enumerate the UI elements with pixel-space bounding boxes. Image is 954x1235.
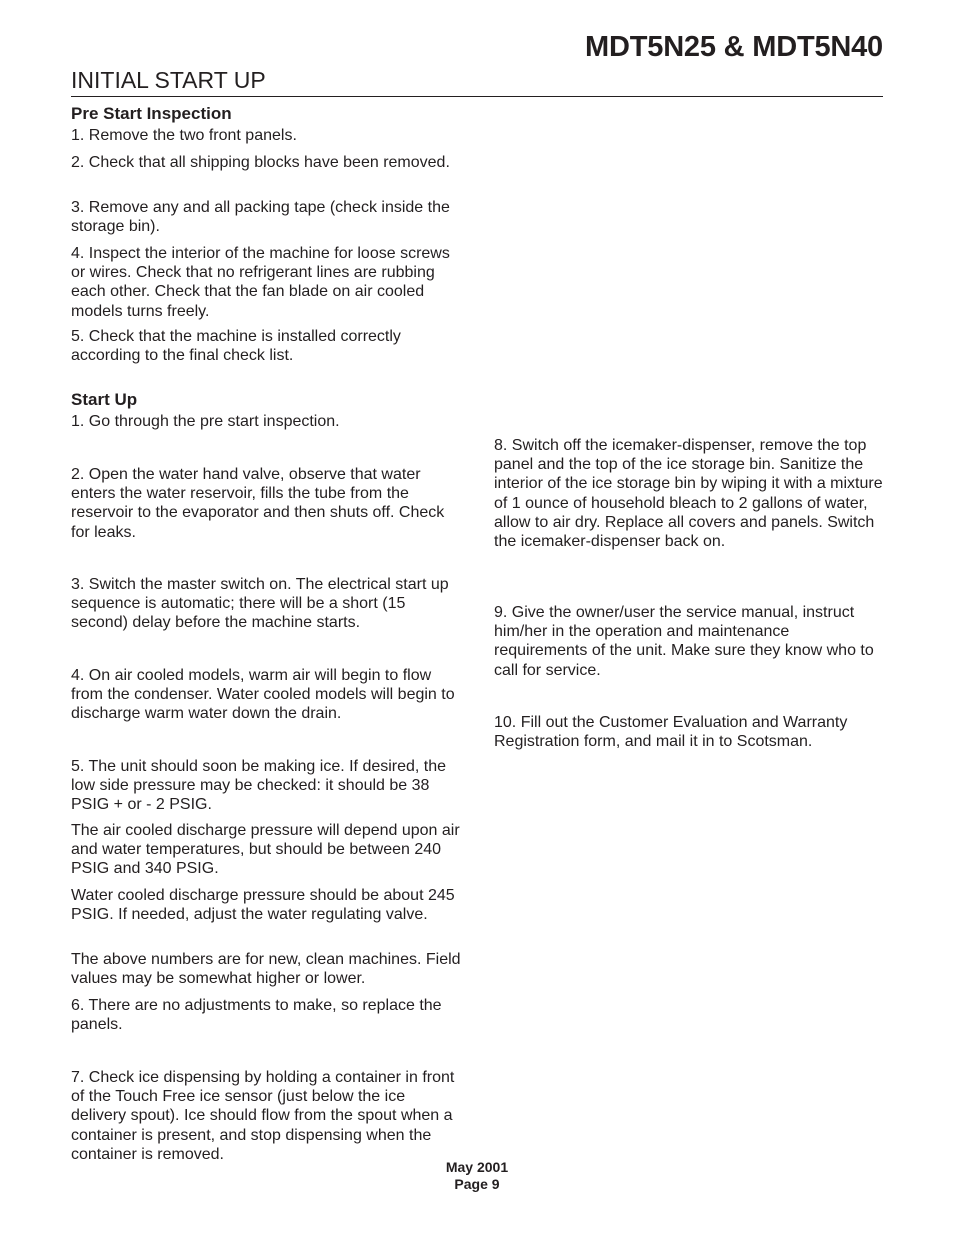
- footer-page-number: Page 9: [454, 1176, 500, 1192]
- header-rule: [71, 96, 883, 97]
- pre-start-step-4: [71, 244, 463, 321]
- step-text: 3. Switch the master switch on. The electrical start up sequence is automatic; there will be a short (15 second) delay before the machine starts.: [71, 576, 449, 632]
- start-up-step-10: [494, 713, 886, 751]
- step-text: 2. Check that all shipping blocks have been removed.: [71, 154, 450, 171]
- step-text: 4. Inspect the interior of the machine for loose screws or wires. Check that no refrigerant lines are rubbing each other. Check that the fan blade on air cooled models turns freely.: [71, 245, 450, 320]
- document-title: MDT5N25 & MDT5N40: [585, 31, 883, 63]
- section-title: INITIAL START UP: [71, 67, 266, 93]
- step-text: 8. Switch off the icemaker-dispenser, remove the top panel and the top of the ice storage bin. Sanitize the interior of the ice storage bin by wiping it with a mixture of 1 ounce of household bleach to 2 gallons of water, allow to air dry. Replace all covers and panels. Switch the icemaker-dispenser back on.: [494, 437, 883, 551]
- pre-start-step-5: [71, 327, 463, 365]
- start-up-heading: Start Up: [71, 390, 138, 409]
- start-up-step-2: [71, 465, 463, 542]
- pre-start-step-1: [71, 126, 463, 145]
- start-up-step-9: [494, 603, 886, 680]
- pre-start-section: [71, 104, 463, 124]
- step-text: 1. Remove the two front panels.: [71, 127, 297, 144]
- footer-date: May 2001: [445, 1159, 509, 1175]
- start-up-note-air: [71, 821, 463, 879]
- start-up-step-7: [71, 1068, 463, 1164]
- step-text: 10. Fill out the Customer Evaluation and Warranty Registration form, and mail it in to Scotsman.: [494, 714, 848, 751]
- start-up-step-5: [71, 757, 463, 815]
- pre-start-step-3: [71, 198, 463, 236]
- step-text: 6. There are no adjustments to make, so replace the panels.: [71, 997, 442, 1034]
- start-up-step-1: [71, 412, 463, 431]
- step-text: Water cooled discharge pressure should be about 245 PSIG. If needed, adjust the water regulating valve.: [71, 887, 455, 924]
- step-text: 5. The unit should soon be making ice. If desired, the low side pressure may be checked: it should be 38 PSIG + or - 2 PSIG.: [71, 758, 447, 814]
- step-text: 5. Check that the machine is installed correctly according to the final check list.: [71, 328, 401, 365]
- start-up-step-8: [494, 436, 886, 551]
- start-up-step-3: [71, 575, 463, 633]
- step-text: 4. On air cooled models, warm air will begin to flow from the condenser. Water cooled models will begin to discharge warm water down the drain.: [71, 667, 455, 723]
- step-text: 2. Open the water hand valve, observe that water enters the water reservoir, fills the tube from the reservoir to the evaporator and then shuts off. Check for leaks.: [71, 466, 445, 541]
- step-text: The air cooled discharge pressure will depend upon air and water temperatures, but should be between 240 PSIG and 340 PSIG.: [71, 822, 460, 878]
- step-text: 1. Go through the pre start inspection.: [71, 413, 340, 430]
- step-text: 7. Check ice dispensing by holding a container in front of the Touch Free ice sensor (just below the ice delivery spout). Ice should flow from the spout when a container is present, and stop dispensing when the container is removed.: [71, 1069, 455, 1163]
- step-text: The above numbers are for new, clean machines. Field values may be somewhat higher or lower.: [71, 951, 461, 988]
- start-up-step-6: [71, 996, 463, 1034]
- step-text: 3. Remove any and all packing tape (check inside the storage bin).: [71, 199, 450, 236]
- pre-start-heading: Pre Start Inspection: [71, 104, 232, 123]
- start-up-note-values: [71, 950, 463, 988]
- start-up-note-water: [71, 886, 463, 924]
- pre-start-step-2: [71, 153, 463, 172]
- start-up-section: [71, 390, 463, 410]
- start-up-step-4: [71, 666, 463, 724]
- step-text: 9. Give the owner/user the service manual, instruct him/her in the operation and maintenance requirements of the unit. Make sure they know who to call for service.: [494, 604, 874, 679]
- page-footer: [0, 1159, 954, 1193]
